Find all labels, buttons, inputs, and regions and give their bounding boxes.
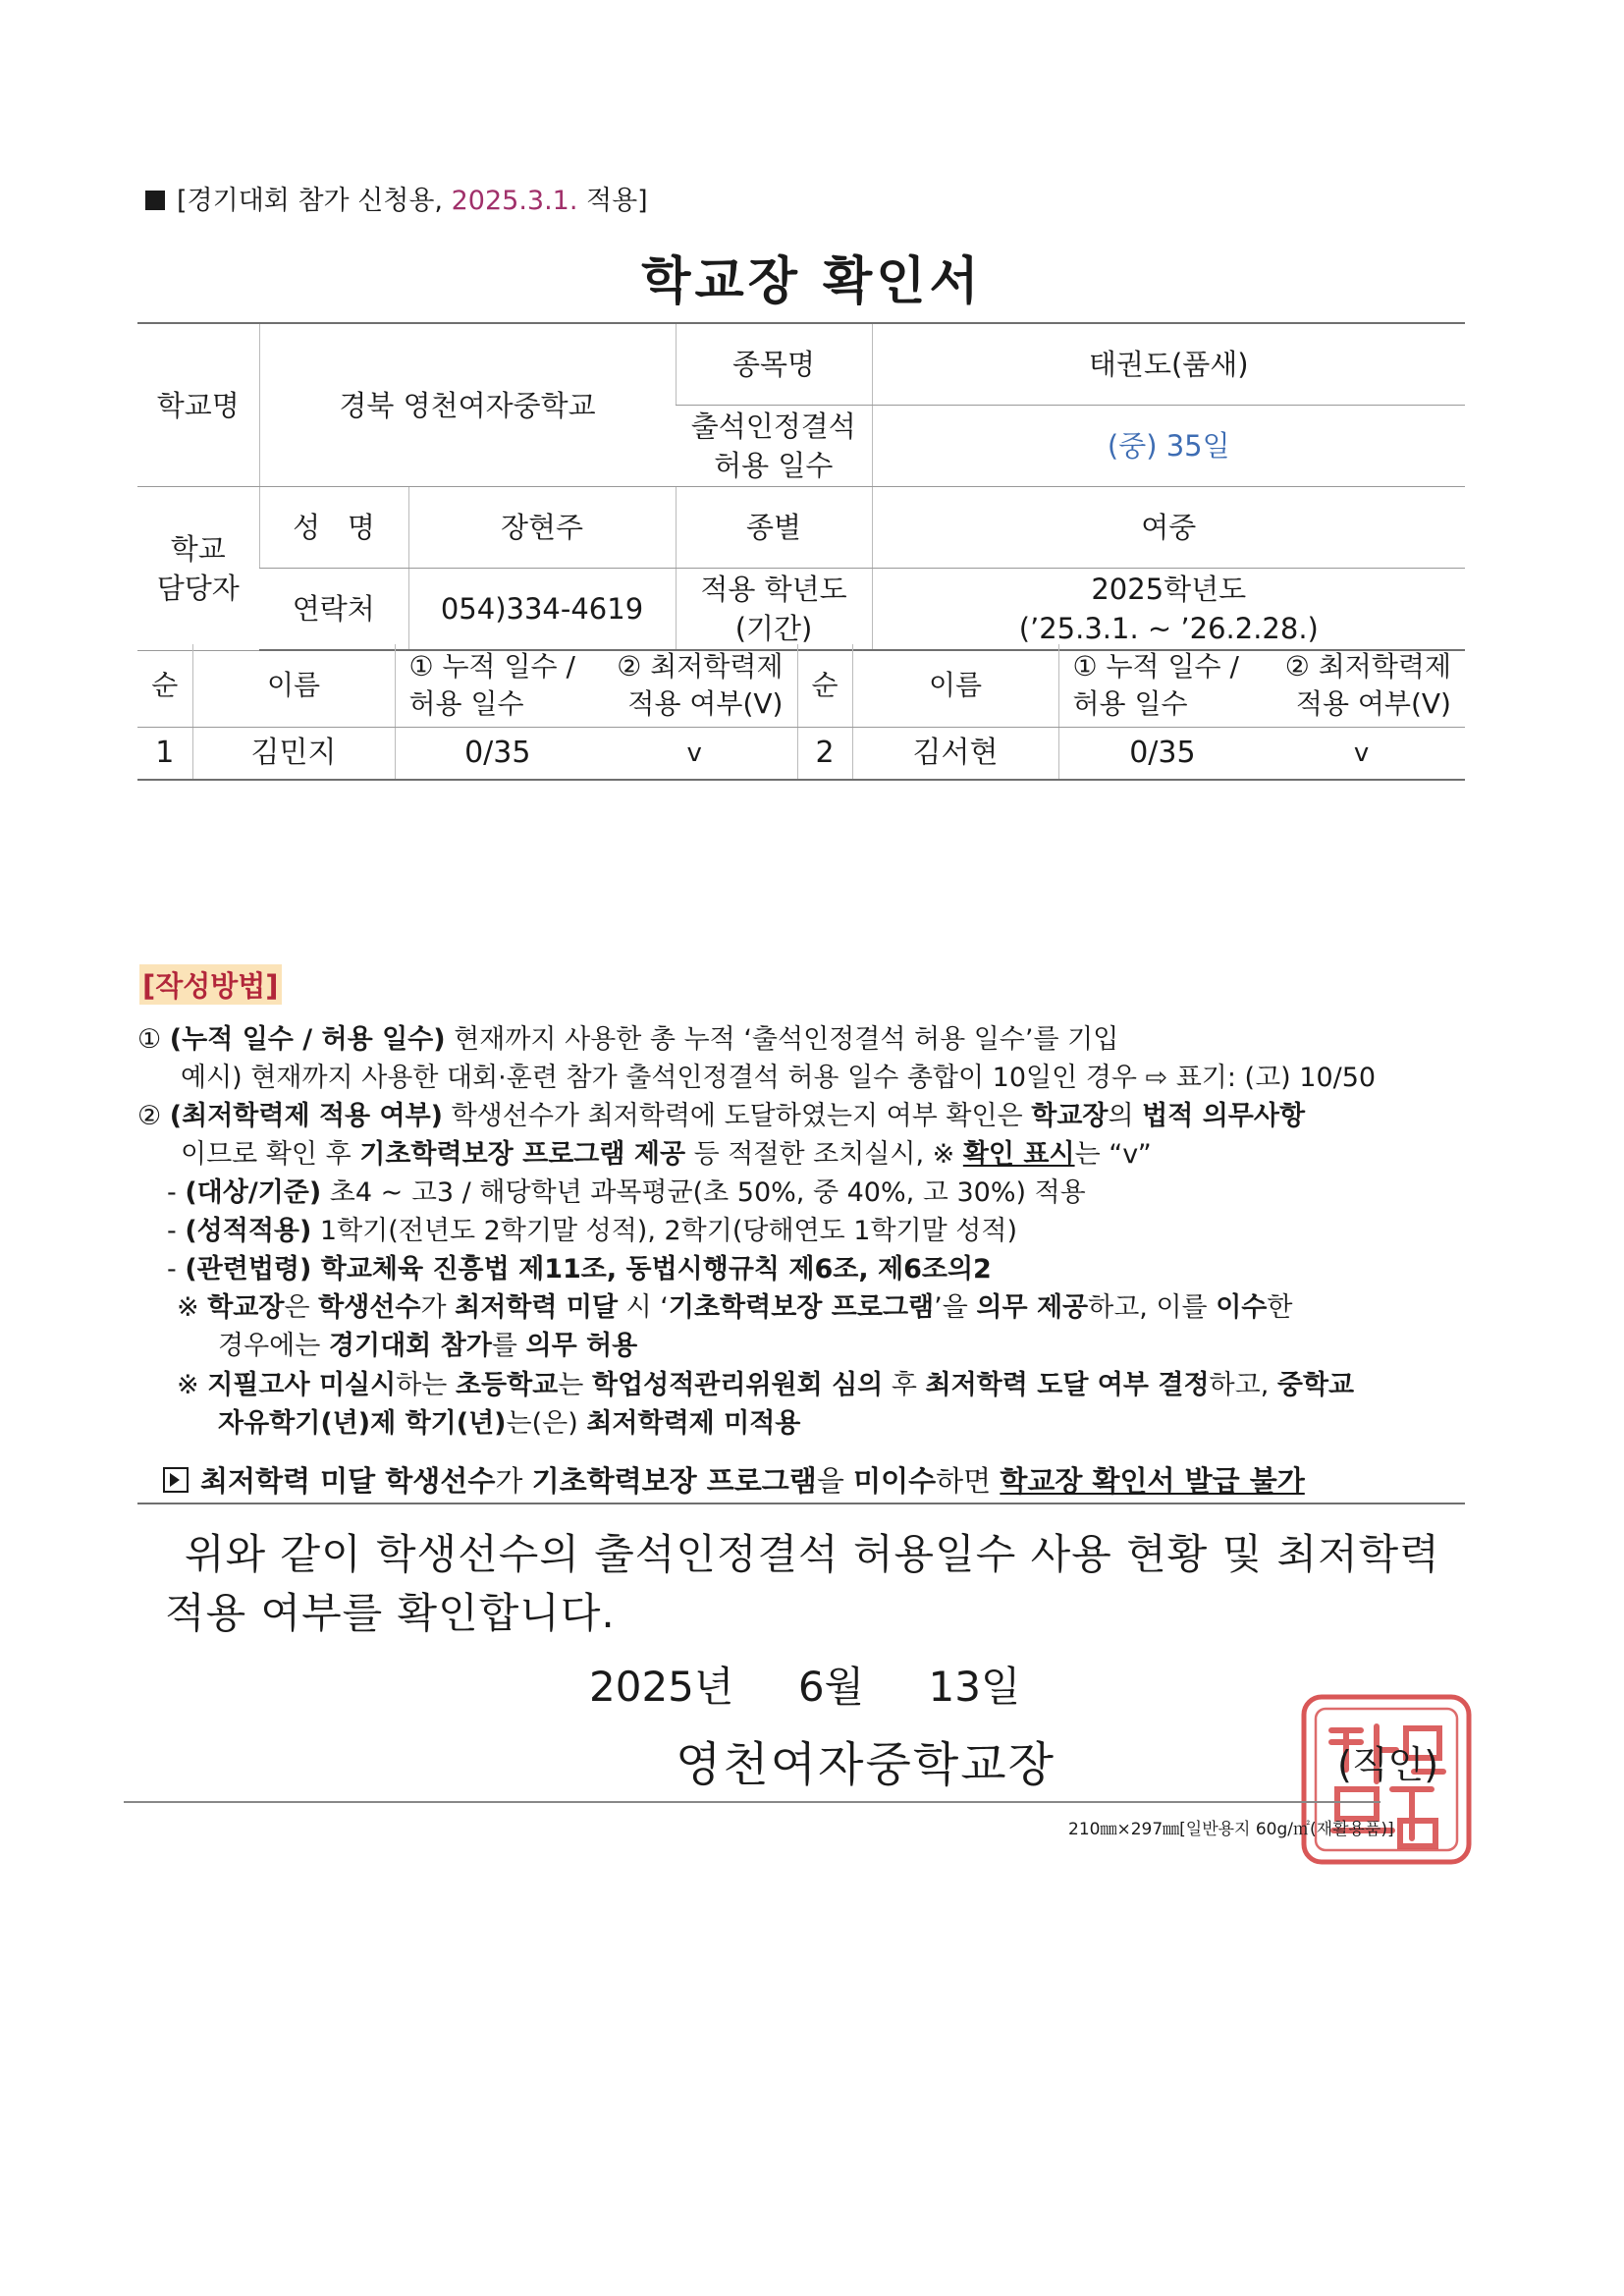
divider: [137, 1503, 1465, 1504]
method-term: 지필고사 미실시: [207, 1370, 397, 1400]
name-label: 성 명: [259, 487, 408, 569]
header-note: [145, 179, 648, 217]
method-detail-1: [167, 1175, 1522, 1212]
student-name: 김서현: [852, 728, 1058, 781]
method-term: 의무 제공: [976, 1292, 1089, 1323]
method-term: 학업성적관리위원회 심의: [591, 1370, 884, 1400]
method-note-1: [177, 1289, 1532, 1327]
school-year-label-line2: (기간): [734, 612, 813, 645]
student-name-header: 이름: [852, 644, 1058, 728]
school-year-label-line1: 적용 학년도: [700, 573, 847, 606]
student-days: 0/35: [464, 736, 531, 770]
method-term: 학교장: [207, 1292, 285, 1323]
category-value: 여중: [872, 487, 1465, 569]
allowed-days-value: (중) 35일: [872, 406, 1465, 487]
student-no: 2: [797, 728, 852, 781]
method-text: ’을: [934, 1292, 977, 1323]
method-term: (관련법령) 학교체육 진흥법 제11조, 동법시행규칙 제6조, 제6조의2: [185, 1254, 992, 1285]
method-marker: -: [167, 1216, 186, 1246]
method-term: 학생선수: [318, 1292, 421, 1323]
student-applied: v: [686, 738, 702, 768]
days-header-1b: 허용 일수: [1072, 687, 1188, 720]
seal-mark: (직인): [1337, 1743, 1439, 1786]
student-no-header: 순: [137, 644, 192, 728]
student-days: 0/35: [1129, 736, 1196, 770]
note-text: 을: [816, 1464, 854, 1498]
manager-label-line1: 학교: [170, 531, 226, 566]
method-term: 의무 허용: [525, 1331, 638, 1361]
student-table: [137, 644, 1465, 781]
method-marker: ②: [137, 1101, 170, 1131]
allowed-days-label-line1: 출석인정결석: [690, 410, 856, 443]
event-value: 태권도(품새): [872, 323, 1465, 406]
method-term: (최저학력제 적용 여부): [169, 1101, 444, 1131]
student-days-cell: [395, 728, 797, 781]
method-term: 확인 표시: [962, 1139, 1075, 1170]
confirmation-line-2: 적용 여부를 확인합니다.: [165, 1589, 616, 1637]
method-text: 현재까지 사용한 총 누적 ‘출석인정결석 허용 일수’를 기입: [445, 1024, 1119, 1055]
note-marker: ※: [177, 1370, 208, 1400]
note-text: 하면: [936, 1464, 1001, 1498]
student-applied: v: [1353, 738, 1370, 768]
note-term: 기초학력보장 프로그램: [531, 1464, 817, 1498]
note-term: 최저학력 미달 학생선수: [200, 1464, 496, 1498]
name-value: 장현주: [408, 487, 676, 569]
method-text: 한: [1267, 1292, 1293, 1323]
method-marker: -: [167, 1254, 186, 1285]
method-text: 하고, 이를: [1088, 1292, 1217, 1323]
method-text: 의: [1108, 1101, 1143, 1131]
school-year-value: [872, 569, 1465, 651]
method-item-1: [137, 1021, 1492, 1059]
student-days-header: [1058, 644, 1465, 728]
school-year-label: [676, 569, 872, 651]
method-text: 경우에는: [218, 1331, 329, 1361]
header-note-suffix: 적용]: [577, 186, 648, 216]
method-text: 시 ‘: [618, 1292, 669, 1323]
days-header-1a: ① 누적 일수 /: [1072, 650, 1239, 683]
bottom-note: [163, 1459, 1305, 1500]
principal-name: 영천여자중학교장: [676, 1737, 1056, 1792]
method-text: 를: [491, 1331, 526, 1361]
issue-year: 2025년: [589, 1663, 734, 1711]
divider: [124, 1801, 1380, 1803]
student-no: 1: [137, 728, 192, 781]
days-header-2b: 적용 여부(V): [1295, 687, 1451, 720]
issue-month: 6월: [797, 1663, 865, 1711]
method-note-2: [177, 1367, 1532, 1404]
method-text: 가: [420, 1292, 456, 1323]
method-text: 이므로 확인 후: [181, 1139, 360, 1170]
method-text: 는(은): [506, 1408, 587, 1439]
method-text: 후: [883, 1370, 926, 1400]
allowed-days-label-line2: 허용 일수: [714, 449, 834, 482]
method-term: 경기대회 참가: [328, 1331, 492, 1361]
method-text: 하는: [396, 1370, 456, 1400]
method-term: 초등학교: [455, 1370, 559, 1400]
category-label: 종별: [676, 487, 872, 569]
manager-label-line2: 담당자: [156, 571, 240, 605]
note-marker: ※: [177, 1292, 208, 1323]
method-text: 하고,: [1209, 1370, 1277, 1400]
days-header-2a: ② 최저학력제: [617, 650, 784, 683]
note-term: 학교장 확인서 발급 불가: [1000, 1464, 1305, 1498]
student-days-header: [395, 644, 797, 728]
method-term: 중학교: [1276, 1370, 1355, 1400]
method-text: 초4 ~ 고3 / 해당학년 과목평균(초 50%, 중 40%, 고 30%) 적용: [321, 1177, 1086, 1208]
method-text: 학생선수가 최저학력에 도달하였는지 여부 확인은: [443, 1101, 1032, 1131]
issue-date: [589, 1655, 1021, 1714]
method-marker: ①: [137, 1024, 170, 1055]
allowed-days-label: [676, 406, 872, 487]
method-marker: -: [167, 1177, 186, 1208]
student-name-header: 이름: [192, 644, 395, 728]
method-term: 최저학력제 미적용: [586, 1408, 801, 1439]
student-no-header: 순: [797, 644, 852, 728]
method-term: 학교장: [1031, 1101, 1109, 1131]
school-name-value: 경북 영천여자중학교: [259, 323, 676, 487]
method-note-2-cont: [218, 1405, 1573, 1443]
school-info-table: [137, 322, 1465, 651]
method-text: 등 적절한 조치실시, ※: [685, 1139, 963, 1170]
issue-day: 13일: [928, 1663, 1021, 1711]
days-header-2b: 적용 여부(V): [627, 687, 784, 720]
header-note-date: 2025.3.1.: [451, 186, 578, 216]
method-detail-3: [167, 1251, 1522, 1288]
student-name: 김민지: [192, 728, 395, 781]
contact-label: 연락처: [259, 569, 408, 651]
method-text: 은: [284, 1292, 319, 1323]
note-term: 미이수: [853, 1464, 937, 1498]
method-term: (누적 일수 / 허용 일수): [169, 1024, 446, 1055]
method-term: 최저학력 미달: [455, 1292, 619, 1323]
document-title: 학교장 확인서: [641, 252, 983, 311]
method-note-1-cont: [218, 1328, 1573, 1365]
method-item-2-cont: [181, 1136, 1536, 1174]
method-term: 기초학력보장 프로그램 제공: [359, 1139, 686, 1170]
method-term: 자유학기(년)제 학기(년): [218, 1408, 507, 1439]
school-year-period: (’25.3.1. ~ ’26.2.28.): [1018, 612, 1319, 645]
method-term: 법적 의무사항: [1142, 1101, 1306, 1131]
method-term: 이수: [1216, 1292, 1268, 1323]
method-text: 1학기(전년도 2학기말 성적), 2학기(당해연도 1학기말 성적): [311, 1216, 1017, 1246]
school-year: 2025학년도: [1091, 573, 1247, 606]
method-detail-2: [167, 1213, 1522, 1250]
contact-value: 054)334-4619: [408, 569, 676, 651]
school-name-label: 학교명: [137, 323, 259, 487]
days-header-1a: ① 누적 일수 /: [408, 650, 575, 683]
method-title: [작성방법]: [139, 964, 282, 1005]
black-square-icon: [145, 191, 165, 210]
paper-spec: 210㎜×297㎜[일반용지 60g/㎡(재활용품)]: [1068, 1820, 1394, 1839]
header-note-prefix: [경기대회 참가 신청용,: [177, 186, 452, 216]
method-term: 기초학력보장 프로그램: [668, 1292, 935, 1323]
table-row: [137, 728, 1465, 781]
arrow-box-icon: [163, 1467, 189, 1493]
method-term: 최저학력 도달 여부 결정: [925, 1370, 1210, 1400]
method-text: 는: [558, 1370, 592, 1400]
confirmation-line-1: 위와 같이 학생선수의 출석인정결석 허용일수 사용 현황 및 최저학력: [185, 1530, 1440, 1578]
method-term: (대상/기준): [185, 1177, 322, 1208]
method-term: (성적적용): [185, 1216, 312, 1246]
method-example: 예시) 현재까지 사용한 대회·훈련 참가 출석인정결석 허용 일수 총합이 10일인 경우 ⇨ 표기: (고) 10/50: [181, 1063, 1377, 1093]
manager-label: [137, 487, 259, 651]
method-text: 는 “v”: [1074, 1139, 1152, 1170]
event-label: 종목명: [676, 323, 872, 406]
days-header-1b: 허용 일수: [408, 687, 524, 720]
student-days-cell: [1058, 728, 1465, 781]
note-text: 가: [495, 1464, 532, 1498]
days-header-2a: ② 최저학력제: [1284, 650, 1451, 683]
method-item-2: [137, 1098, 1492, 1135]
